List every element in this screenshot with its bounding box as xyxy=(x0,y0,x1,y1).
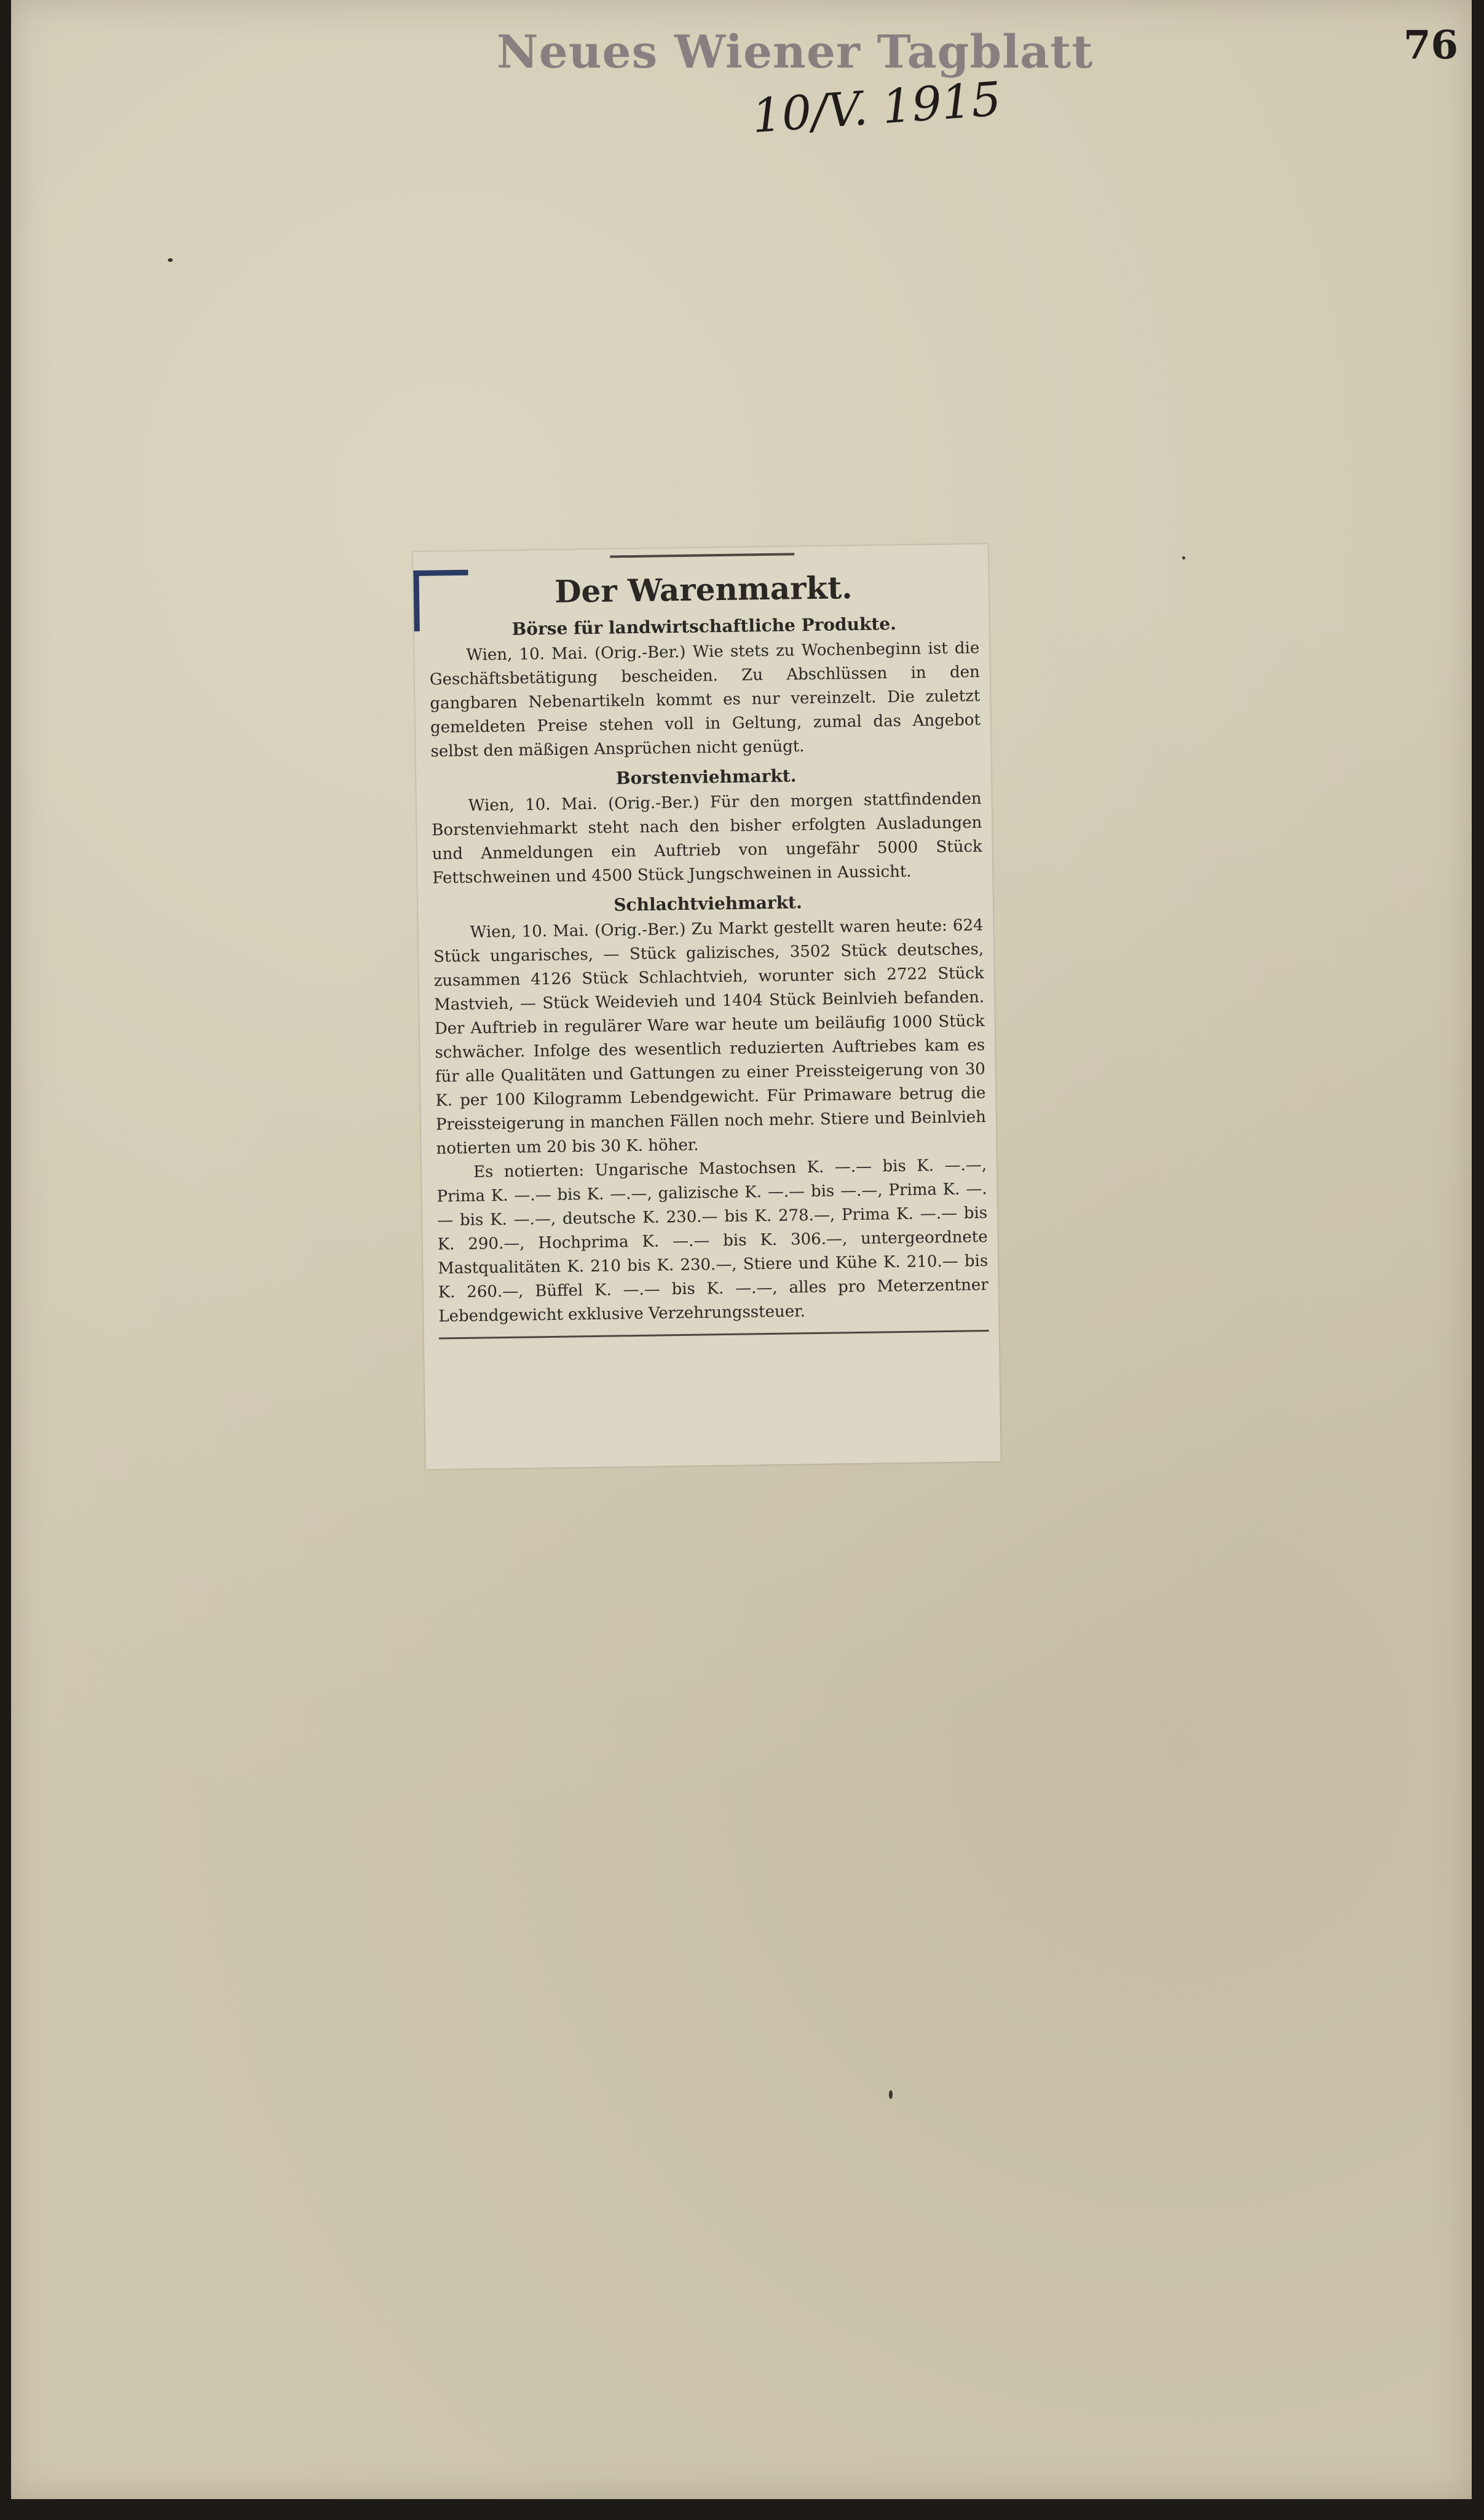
paper-speck xyxy=(889,2090,893,2099)
paper-speck xyxy=(168,258,173,262)
section-heading: Schlachtviehmarkt. xyxy=(614,892,802,915)
clipping-body xyxy=(428,561,989,1339)
clipping-top-rule xyxy=(610,553,794,558)
newspaper-clipping xyxy=(413,544,1001,1469)
handwritten-date: 10/V. 1915 xyxy=(750,71,1003,144)
section-heading: Borstenviehmarkt. xyxy=(615,765,797,789)
paper-speck xyxy=(1182,556,1185,559)
article-title: Der Warenmarkt. xyxy=(554,569,853,610)
page-number: 76 xyxy=(1403,22,1459,68)
section-paragraph: Es notierten: Ungarische Mastochsen K. —.— bis K. —.—, Prima K. —.— bis K. —.—, galizische K. —.— bis —.—, Prima K. —.— bis K. —.—, deutsche K. 230.— bis K. 278.—, Prima K. —.— bis K. 290.—, Hochprima K. —.— bis K. 306.—, untergeordnete Mastqualitäten K. 210 bis K. 230.—, Stiere und Kühe K. 210.— bis K. 260.—, Büffel K. —.— bis K. —.—, alles pro Meterzentner Lebendgewicht exklusive Verzehrungssteuer. xyxy=(436,1156,989,1326)
clipping-bottom-rule xyxy=(439,1330,989,1339)
section-heading: Börse für landwirtschaftliche Produkte. xyxy=(511,614,897,639)
section-paragraph: Wien, 10. Mai. (Orig.-Ber.) Für den morgen stattfindenden Borstenviehmarkt steht nach den bisher erfolgten Ausladungen und Anmeldungen ein Auftrieb von ungefähr 5000 Stück Fettschweinen und 4500 Stück Jungschweinen in Aussicht. xyxy=(432,789,982,888)
newspaper-stamp: Neues Wiener Tagblatt xyxy=(497,26,1094,79)
section-paragraph: Wien, 10. Mai. (Orig.-Ber.) Wie stets zu Wochenbeginn ist die Geschäftsbetätigung bescheiden. Zu Abschlüssen in den gangbaren Nebenartikeln kommt es nur vereinzelt. Die zuletzt gemeldeten Preise stehen voll in Geltung, zumal das Angebot selbst den mäßigen Ansprüchen nicht genügt. xyxy=(429,639,981,761)
archive-sheet xyxy=(11,0,1472,2499)
section-paragraph: Wien, 10. Mai. (Orig.-Ber.) Zu Markt gestellt waren heute: 624 Stück ungarisches, — Stück galizisches, 3502 Stück deutsches, zusammen 4126 Stück Schlachtvieh, worunter sich 2722 Stück Mastvieh, — Stück Weidevieh und 1404 Stück Beinlvieh befanden. Der Auftrieb in regulärer Ware war heute um beiläufig 1000 Stück schwächer. Infolge des wesentlich reduzierten Auftriebes kam es für alle Qualitäten und Gattungen zu einer Preissteigerung von 30 K. per 100 Kilogramm Lebendgewicht. Für Primaware betrug die Preissteigerung in manchen Fällen noch mehr. Stiere und Beinlvieh notierten um 20 bis 30 K. höher. xyxy=(433,916,987,1158)
